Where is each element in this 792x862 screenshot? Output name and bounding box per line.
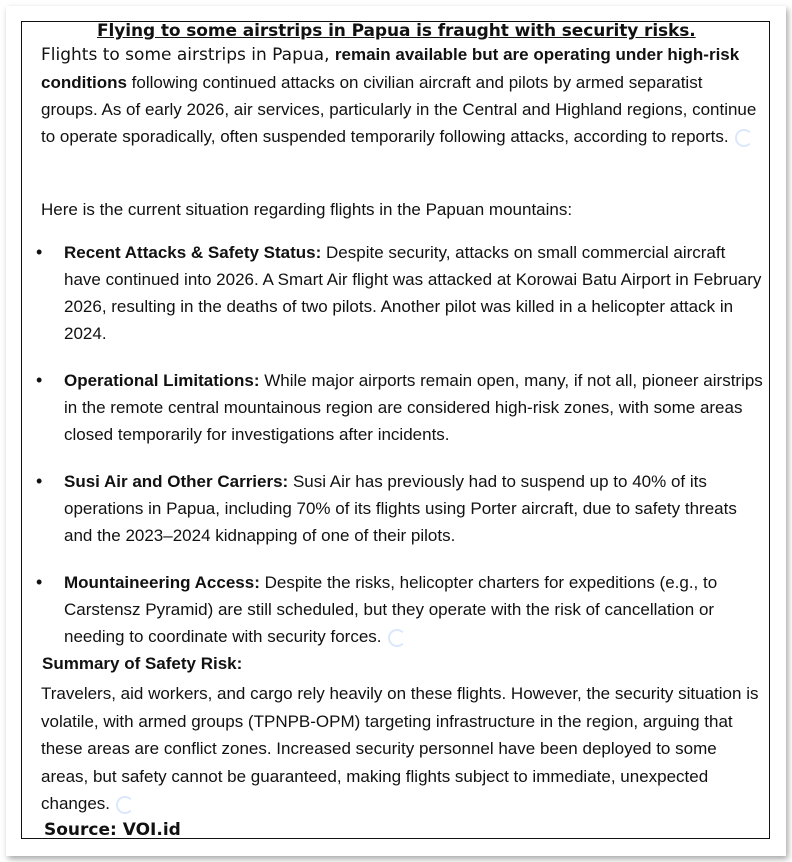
loading-spinner-icon — [735, 129, 753, 147]
summary-paragraph: Travelers, aid workers, and cargo rely heavily on these flights. However, the security situation is volatile, with armed groups (TPNPB-OPM) targeting infrastructure in the region, arguing that these areas are conflict zones. Increased security personnel have been deployed to some areas, but safety cannot be guaranteed, making flights subject to immediate, unexpected changes. — [41, 684, 759, 813]
lead-in-text: Here is the current situation regarding flights in the Papuan mountains: — [41, 200, 573, 219]
source-credit: Source: VOI.id — [44, 820, 181, 840]
intro-paragraph: Flights to some airstrips in Papua, remain available but are operating under high-risk conditions following continued attacks on civilian aircraft and pilots by armed separatist groups. As of early 2026, air services, particularly in the Central and Highland regions, continue to operate sporadically, often suspended temporarily following attacks, according to reports. — [41, 45, 757, 146]
loading-spinner-icon — [116, 796, 134, 814]
list-item: • Susi Air and Other Carriers: Susi Air has previously had to suspend up to 40% of its operations in Papua, including 70% of its flights using Porter aircraft, due to safety threats and the 2023–2024 kidnapping of one of their pilots. — [41, 468, 763, 549]
page-title: Flying to some airstrips in Papua is fraught with security risks. — [97, 21, 696, 41]
loading-spinner-icon — [388, 629, 406, 647]
bullet-list — [41, 239, 763, 670]
list-item: • Mountaineering Access: Despite the risks, helicopter charters for expeditions (e.g., to Carstensz Pyramid) are still scheduled, but they operate with the risk of cancellation or needing to coordinate with security forces. — [41, 569, 763, 650]
list-item: • Recent Attacks & Safety Status: Despite security, attacks on small commercial aircraft have continued into 2026. A Smart Air flight was attacked at Korowai Batu Airport in February 2026, resulting in the deaths of two pilots. Another pilot was killed in a helicopter attack in 2024. — [41, 239, 763, 347]
summary-heading: Summary of Safety Risk: — [42, 654, 243, 673]
list-item: • Operational Limitations: While major airports remain open, many, if not all, pioneer airstrips in the remote central mountainous region are considered high-risk zones, with some areas closed temporarily for investigations after incidents. — [41, 367, 763, 448]
